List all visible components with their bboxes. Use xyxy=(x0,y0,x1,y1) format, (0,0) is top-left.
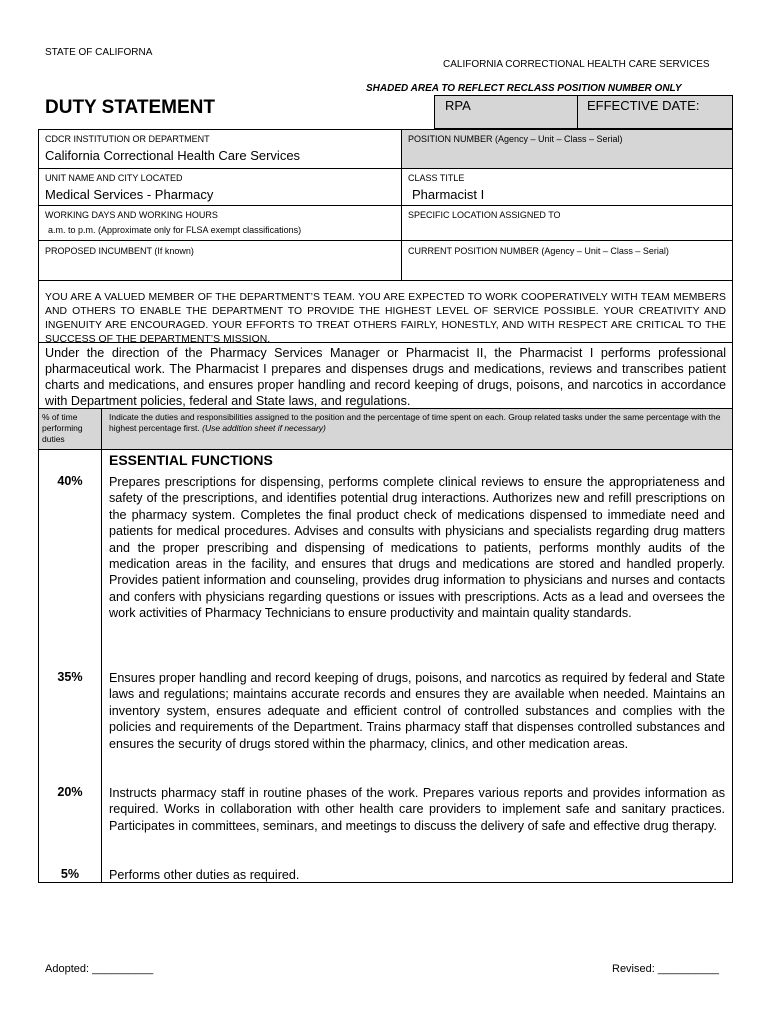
current-position-cell[interactable] xyxy=(402,241,732,280)
incumbent-cell[interactable] xyxy=(39,241,402,280)
position-number-cell[interactable] xyxy=(402,130,732,168)
essential-functions-title: ESSENTIAL FUNCTIONS xyxy=(109,452,273,468)
institution-row xyxy=(39,130,732,169)
unit-row xyxy=(39,169,732,206)
duties-instructions xyxy=(109,412,724,434)
unit-label: UNIT NAME AND CITY LOCATED xyxy=(45,173,183,183)
duty-description: Performs other duties as required. xyxy=(109,868,300,882)
working-days-note: a.m. to p.m. (Approximate only for FLSA exempt classifications) xyxy=(48,225,302,235)
class-title-value: Pharmacist I xyxy=(412,187,485,202)
state-header: STATE OF CALIFORNA xyxy=(45,47,153,58)
percent-column-divider xyxy=(101,409,102,882)
duty-statement-form xyxy=(38,129,733,883)
department-header: CALIFORNIA CORRECTIONAL HEALTH CARE SERVICES xyxy=(443,59,710,70)
duty-description: Prepares prescriptions for dispensing, performs complete clinical reviews to ensure the appropriateness and safety of the prescriptions, and identifies potential drug interactions. Authorizes new and refill prescriptions on the pharmacy system. Completes the final product check of medications dispensed to immediate need and patients for medical procedures. Advises and consults with physicians and specialists regarding drug matters and the proper prescribing and dispensing of medications to patients, performs monthly audits of the medication areas in the facility, and ensures that drugs and medications are stored and handled properly. Provides patient information and counseling, provides drug information to physicians and nurses and contacts and confers with physicians regarding questions or issues with prescriptions. Acts as a lead and oversees the work activities of Pharmacy Technicians to ensure productivity and maintain quality standards. xyxy=(109,475,725,621)
page-title: DUTY STATEMENT xyxy=(45,97,215,118)
divider xyxy=(577,96,578,128)
effective-date-label: EFFECTIVE DATE: xyxy=(587,98,700,113)
instructions-note: (Use addition sheet if necessary) xyxy=(202,423,326,433)
working-days-cell[interactable] xyxy=(39,206,402,240)
shaded-area-note: SHADED AREA TO REFLECT RECLASS POSITION NUMBER ONLY xyxy=(366,83,682,94)
position-summary: Under the direction of the Pharmacy Services Manager or Pharmacist II, the Pharmacist I performs professional pharmaceutical work. The Pharmacist I prepares and dispenses drugs and medications, reviews and transcribes patient charts and medications, and ensures proper handling and record keeping of drugs, poisons, and narcotics in accordance with Department policies, federal and State laws, and regulations. xyxy=(45,346,726,408)
percent-time-header: % of time performing duties xyxy=(42,412,83,444)
mission-statement: YOU ARE A VALUED MEMBER OF THE DEPARTMENT’S TEAM. YOU ARE EXPECTED TO WORK COOPERATIVELY WITH TEAM MEMBERS AND OTHERS TO ENABLE THE DEPARTMENT TO PROVIDE THE HIGHEST LEVEL OF SERVICE POSSIBLE. YOUR CREATIVITY AND INGENUITY ARE ENCOURAGED. YOUR EFFORTS TO TREAT OTHERS FAIRLY, HONESTLY, AND WITH RESPECT ARE CRITICAL TO THE SUCCESS OF THE DEPARTMENT’S MISSION. xyxy=(45,292,726,345)
unit-cell[interactable] xyxy=(39,169,402,205)
current-position-label: CURRENT POSITION NUMBER (Agency – Unit – Class – Serial) xyxy=(408,246,669,256)
unit-value: Medical Services - Pharmacy xyxy=(45,187,214,202)
working-days-label: WORKING DAYS AND WORKING HOURS xyxy=(45,210,218,220)
incumbent-label: PROPOSED INCUMBENT (If known) xyxy=(45,246,194,256)
intro-row xyxy=(39,343,732,409)
duty-description: Instructs pharmacy staff in routine phases of the work. Prepares various reports and provides information as required. Works in collaboration with other health care providers to implement safe and sanitary practices. Participates in committees, seminars, and meetings to discuss the delivery of safe and effective drug therapy. xyxy=(109,786,725,833)
class-title-cell[interactable] xyxy=(402,169,732,205)
rpa-effective-date-box xyxy=(434,95,733,129)
duty-description: Ensures proper handling and record keeping of drugs, poisons, and narcotics as required by federal and State laws and regulations; maintains accurate records and ensures they are available when needed. Maintains an inventory system, ensures adequate and efficient control of controlled substances and complies with the policies and requirements of the Department. Trains pharmacy staff that dispenses controlled substances and ensures the security of drugs stored within the pharmacy, clinics, and other medication areas. xyxy=(109,671,725,751)
duty-percent: 20% xyxy=(57,785,83,799)
revised-field[interactable]: Revised: __________ xyxy=(612,963,720,975)
duty-percent: 40% xyxy=(57,474,83,488)
institution-value: California Correctional Health Care Services xyxy=(45,148,301,163)
adopted-field[interactable]: Adopted: __________ xyxy=(45,963,154,975)
rpa-label: RPA xyxy=(445,98,471,113)
duty-percent: 5% xyxy=(60,867,80,881)
specific-location-label: SPECIFIC LOCATION ASSIGNED TO xyxy=(408,210,561,220)
institution-cell[interactable] xyxy=(39,130,402,168)
working-days-row xyxy=(39,206,732,241)
duties-table-header xyxy=(39,409,732,450)
incumbent-row xyxy=(39,241,732,281)
specific-location-cell[interactable] xyxy=(402,206,732,240)
position-number-label: POSITION NUMBER (Agency – Unit – Class – Serial) xyxy=(408,134,623,144)
duty-percent: 35% xyxy=(57,670,83,684)
instructions-text: Indicate the duties and responsibilities assigned to the position and the percentage of time spent on each. Group related tasks under the same percentage with the highest percentage first. xyxy=(109,412,721,433)
mission-row xyxy=(39,281,732,343)
class-title-label: CLASS TITLE xyxy=(408,173,465,183)
institution-label: CDCR INSTITUTION OR DEPARTMENT xyxy=(45,134,210,144)
